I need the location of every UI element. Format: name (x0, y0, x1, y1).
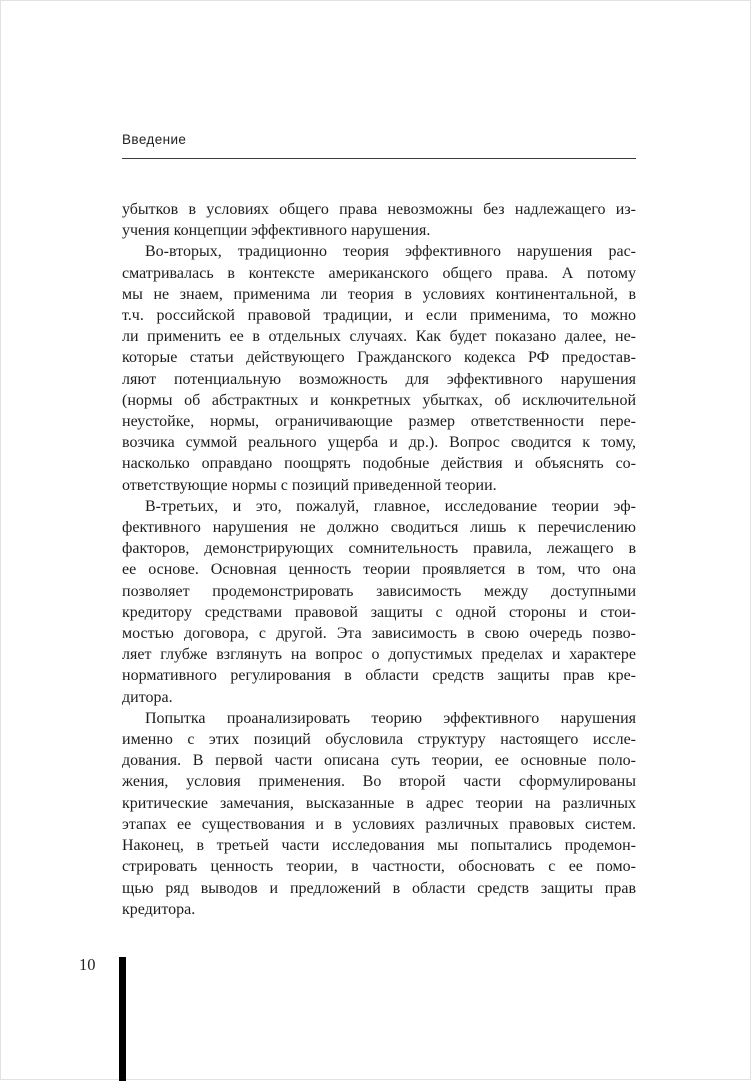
spine-bar (119, 957, 126, 1081)
text-line: щью ряд выводов и предложений в области средств защиты прав (122, 879, 636, 897)
text-line: кредитора. (122, 900, 196, 918)
text-line: учения концепции эффективного нарушения. (122, 222, 431, 240)
text-line: позволяет продемонстрировать зависимость между доступными (122, 582, 636, 600)
text-line: В-третьих, и это, пожалуй, главное, исследование теории эф- (145, 497, 636, 515)
text-line: сматривалась в контексте американского общего права. А потому (122, 264, 636, 282)
text-line: возчика суммой реального ущерба и др.). Вопрос сводится к тому, (122, 434, 636, 452)
text-line: неустойке, нормы, ограничивающие размер ответственности пере- (122, 413, 636, 431)
paragraph (122, 199, 636, 241)
text-line: этапах ее существования и в условиях различных правовых систем. (122, 815, 636, 833)
text-line: ляет глубже взглянуть на вопрос о допустимых пределах и характере (122, 646, 636, 664)
text-line: нормативного регулирования в области средств защиты прав кре- (122, 667, 636, 685)
text-line: насколько оправдано поощрять подобные действия и объяснять со- (122, 455, 636, 473)
text-line: фективного нарушения не должно сводиться лишь к перечислению (122, 519, 636, 537)
text-line: которые статьи действующего Гражданского кодекса РФ предостав- (122, 349, 636, 367)
running-header (122, 132, 636, 147)
text-line: кредитору средствами правовой защиты с одной стороны и стои- (122, 603, 636, 621)
paragraph (122, 496, 636, 708)
text-line: Во-вторых, традиционно теория эффективного нарушения рас- (145, 243, 636, 261)
page-number: 10 (79, 955, 96, 974)
text-line: ответствующие нормы с позиций приведенной теории. (122, 476, 497, 494)
text-line: дитора. (122, 688, 173, 706)
text-line: критические замечания, высказанные в адрес теории на различных (122, 794, 636, 812)
text-line: убытков в условиях общего права невозможны без надлежащего из- (122, 201, 636, 218)
text-line: мы не знаем, применима ли теория в условиях континентальной, в (122, 285, 636, 303)
header-rule (122, 158, 636, 159)
text-line: Наконец, в третьей части исследования мы попытались продемон- (122, 837, 636, 855)
text-line: дования. В первой части описана суть теории, ее основные поло- (122, 752, 636, 770)
text-line: ее основе. Основная ценность теории проявляется в том, что она (122, 561, 636, 579)
text-line: стрировать ценность теории, в частности, обосновать с ее помо- (122, 858, 636, 876)
text-line: Попытка проанализировать теорию эффективного нарушения (145, 709, 636, 727)
text-line: факторов, демонстрирующих сомнительность правила, лежащего в (122, 540, 636, 558)
text-line: мостью договора, с другой. Эта зависимость в свою очередь позво- (122, 625, 636, 643)
text-line: жения, условия применения. Во второй части сформулированы (122, 773, 636, 791)
text-line: т.ч. российской правовой традиции, и если применима, то можно (122, 307, 636, 325)
running-header-text: Введение (122, 132, 187, 147)
text-line: именно с этих позиций обусловила структуру настоящего иссле- (122, 731, 636, 749)
body-text (122, 199, 636, 920)
text-line: (нормы об абстрактных и конкретных убытках, об исключительной (122, 391, 636, 409)
text-line: ляют потенциальную возможность для эффективного нарушения (122, 370, 636, 388)
text-line: ли применить ее в отдельных случаях. Как будет показано далее, не- (122, 328, 636, 346)
paragraph (122, 708, 636, 920)
paragraph (122, 241, 636, 495)
